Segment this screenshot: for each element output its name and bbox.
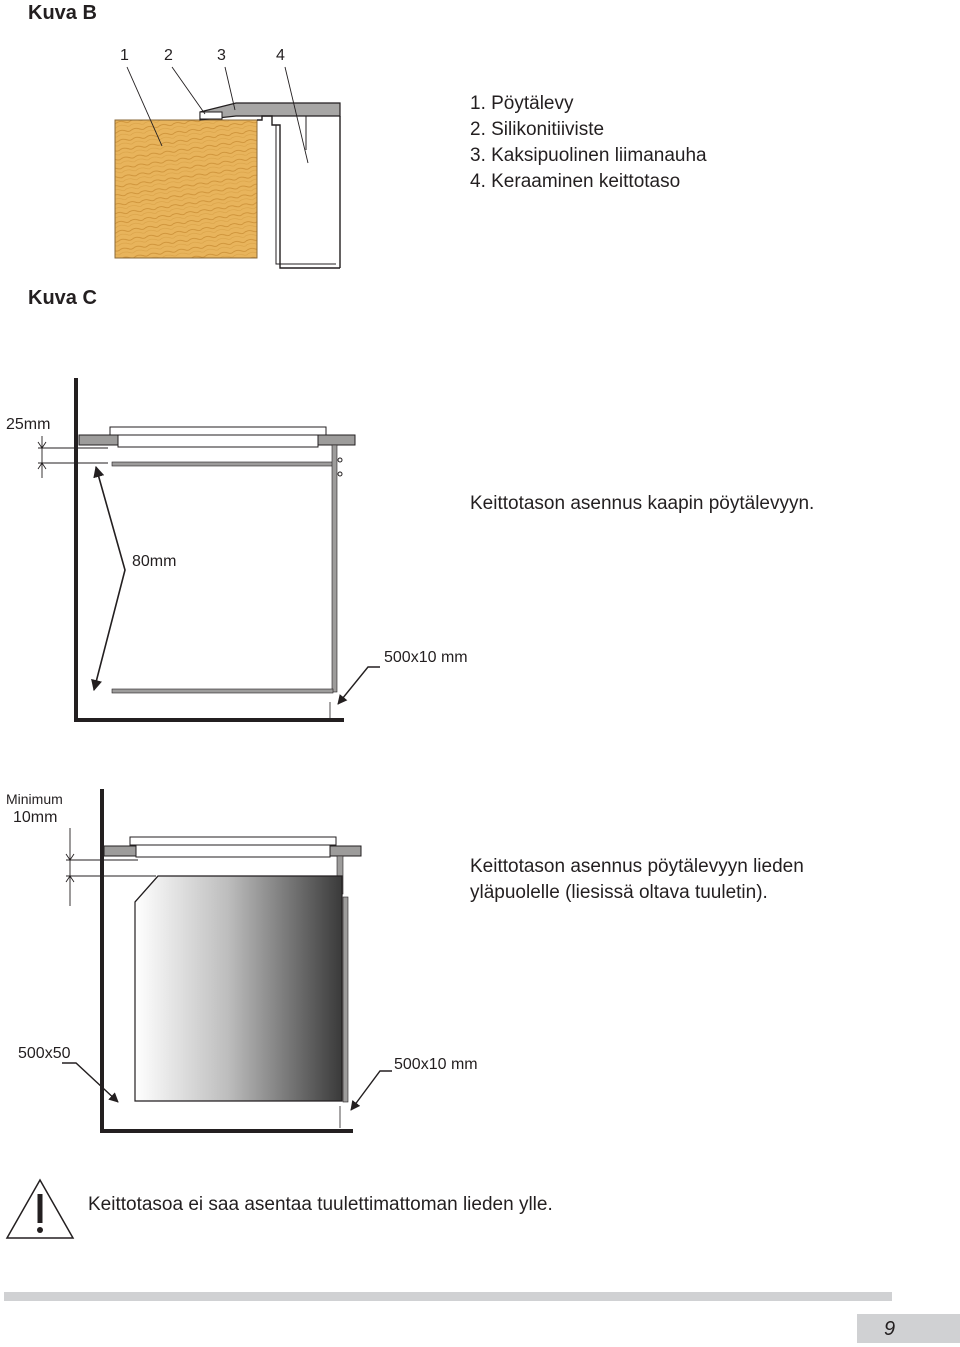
dim-25mm-label: 25mm — [6, 416, 51, 433]
dimension-80mm — [94, 467, 125, 690]
oven — [135, 876, 342, 1101]
figure-d-caption-1: Keittotason asennus pöytälevyyn lieden — [470, 856, 804, 877]
callout-3: 3 — [217, 47, 226, 64]
figure-b-title: Kuva B — [28, 2, 97, 24]
callout-2: 2 — [164, 47, 173, 64]
minimum-value: 10mm — [13, 809, 58, 826]
figure-d-caption-2: yläpuolelle (liesissä oltava tuuletin). — [470, 882, 768, 903]
page-number: 9 — [884, 1318, 896, 1340]
warning-triangle-icon — [7, 1180, 73, 1238]
figure-c-caption: Keittotason asennus kaapin pöytälevyyn. — [470, 493, 815, 514]
dim-vent-label-c: 500x10 mm — [384, 649, 468, 666]
callout-1: 1 — [120, 47, 129, 64]
warning-text: Keittotasoa ei saa asentaa tuulettimattoman lieden ylle. — [88, 1194, 553, 1215]
minimum-label: Minimum — [6, 791, 63, 807]
legend-item: 4. Keraaminen keittotaso — [470, 171, 681, 192]
legend-item: 1. Pöytälevy — [470, 93, 574, 114]
figure-c-title: Kuva C — [28, 287, 97, 309]
footer-bar — [4, 1292, 892, 1301]
callout-4: 4 — [276, 47, 285, 64]
dim-vent-left-label: 500x50 — [18, 1045, 71, 1062]
page-number-box — [857, 1314, 960, 1343]
legend-item: 2. Silikonitiiviste — [470, 119, 605, 140]
cabinet-c — [74, 378, 355, 721]
dim-80mm-label: 80mm — [132, 553, 177, 570]
vent-arrow-c — [338, 667, 380, 704]
worktop-wood-block — [115, 120, 257, 258]
legend-item: 3. Kaksipuolinen liimanauha — [470, 145, 707, 166]
dim-vent-right-label: 500x10 mm — [394, 1056, 478, 1073]
